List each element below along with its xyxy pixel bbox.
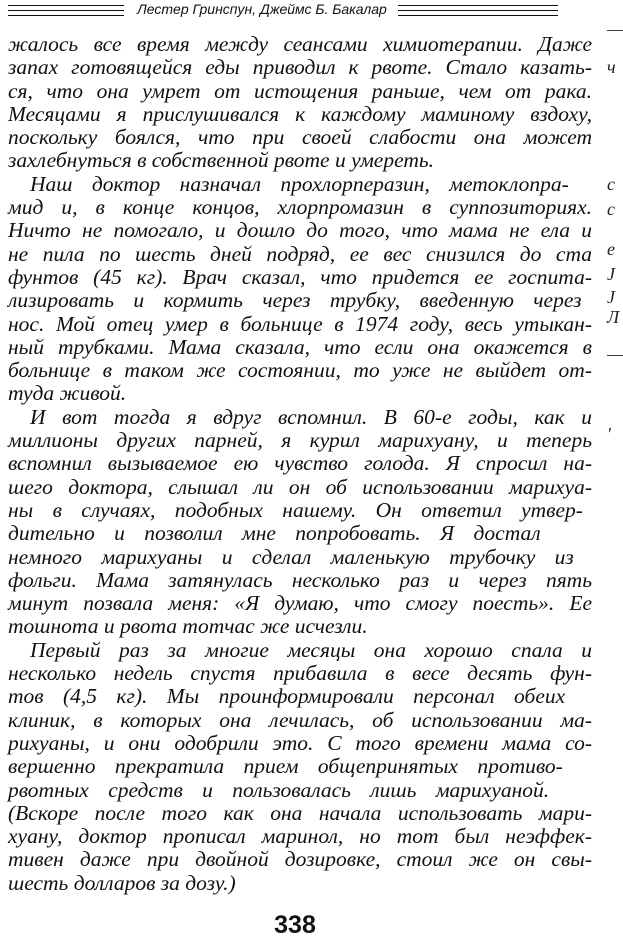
text-line: немного марихуаны и сделал маленькую трубочку из [8, 544, 574, 569]
edge-bleed-char: — [607, 344, 623, 364]
text-line: поскольку боялся, что при своей слабости она может [8, 125, 592, 150]
page-number: 338 [274, 911, 316, 939]
edge-bleed-char: ч [607, 57, 616, 77]
text-line: захлебнуться в собственной рвоте и умереть. [8, 148, 435, 173]
text-line: миллионы других парней, я курил марихуану, и теперь [8, 428, 592, 453]
text-line: несколько недель спустя прибавила в весе десять фун- [8, 661, 592, 686]
text-line: тов (4,5 кг). Мы проинформировали персонал обеих [8, 684, 566, 709]
page-header [0, 0, 620, 22]
text-line: Месяцами я прислушивался к каждому маминому вздоху, [8, 101, 592, 126]
text-line: Первый раз за многие месяцы она хорошо спала и [30, 637, 592, 662]
text-line: нос. Мой отец умер в больнице в 1974 году, весь утыкан- [8, 311, 592, 336]
edge-bleed-char: — [607, 19, 623, 39]
body-text [8, 33, 592, 895]
edge-bleed-char: ' [607, 424, 611, 444]
header-rule [398, 15, 558, 16]
text-line: шего доктора, слышал ли он об использовании марихуа- [8, 474, 592, 499]
edge-bleed-char: J [607, 287, 615, 307]
text-line: не пила по шесть дней подряд, ее вес снизился до ста [8, 241, 592, 266]
text-line: запах готовящейся еды приводил к рвоте. Стало казать- [8, 55, 592, 80]
text-line: (Вскоре после того как она начала использовать мари- [8, 800, 592, 825]
text-line: дительно и позволил мне попробовать. Я достал [8, 521, 541, 546]
text-line: вспомнил вызываемое ею чувство голода. Я спросил на- [8, 451, 592, 476]
text-line: Ничто не помогало, и дошло до того, что мама не ела и [8, 218, 592, 243]
header-rule [398, 5, 558, 6]
text-line: жалось все время между сеансами химиотерапии. Даже [8, 32, 592, 56]
text-line: ный трубками. Мама сказала, что если она окажется в [8, 334, 592, 359]
text-line: шесть долларов за дозу.) [8, 870, 236, 895]
text-line: туда живой. [8, 381, 127, 406]
header-rule [398, 10, 558, 11]
text-line: тошнота и рвота тотчас же исчезли. [8, 614, 368, 639]
text-line: клиник, в которых она лечилась, об использовании ма- [8, 707, 592, 732]
text-line: рихуаны, и они одобрили это. С того времени мама со- [8, 730, 592, 755]
text-line: тивен даже при двойной дозировке, стоил же он свы- [8, 847, 592, 872]
text-line: рвотных средств и пользовалась лишь марихуаной. [8, 777, 550, 802]
header-rule [8, 10, 124, 11]
text-line: больнице в таком же состоянии, то уже не выйдет от- [8, 358, 592, 383]
text-line: минут позвала меня: «Я думаю, что смогу поесть». Ее [8, 591, 592, 616]
edge-bleed-char: е [607, 239, 615, 259]
edge-bleed-char: с [607, 174, 615, 194]
edge-bleed-char: J [607, 264, 615, 284]
text-line: ны в случаях, подобных нашему. Он ответил утвер- [8, 497, 583, 522]
edge-bleed-char: с [607, 199, 615, 219]
edge-bleed-char: Л [607, 307, 620, 327]
text-line: фольги. Мама затянулась несколько раз и через пять [8, 567, 592, 592]
text-line: ся, что она умрет от истощения раньше, чем от рака. [8, 78, 592, 103]
text-line: фунтов (45 кг). Врач сказал, что придется ее госпита- [8, 264, 592, 289]
text-line: И вот тогда я вдруг вспомнил. В 60-е годы, как и [30, 404, 592, 429]
header-rule [8, 5, 124, 6]
text-line: лизировать и кормить через трубку, введенную через [8, 288, 582, 313]
text-line: Наш доктор назначал прохлорперазин, метоклопра- [30, 171, 569, 196]
text-line: вершенно прекратила прием общепринятых противо- [8, 754, 563, 779]
text-line: хуану, доктор прописал маринол, но тот был неэффек- [8, 824, 592, 849]
header-rule [8, 15, 124, 16]
running-head: Лестер Гринспун, Джеймс Б. Бакалар [137, 1, 387, 17]
text-line: мид и, в конце концов, хлорпромазин в суппозиториях. [8, 195, 592, 220]
